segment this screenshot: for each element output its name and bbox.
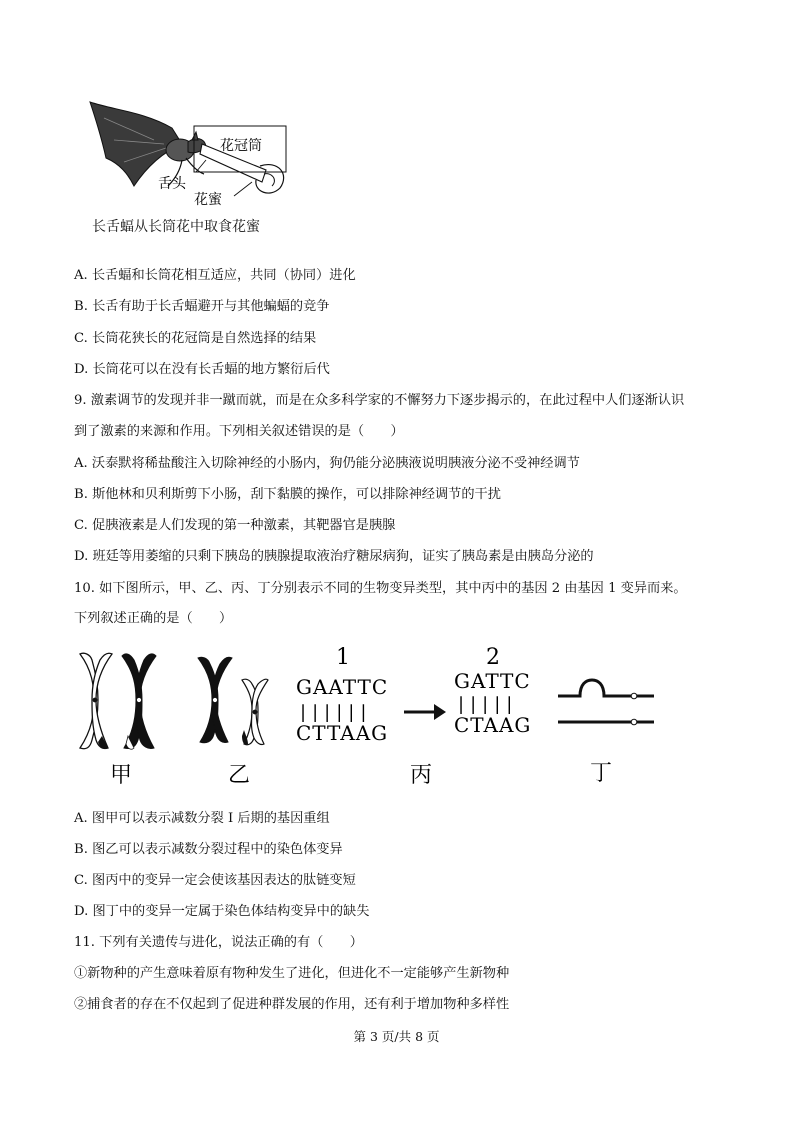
chromosome-pair-yi [198,657,268,745]
q8-option-d: D. 长筒花可以在没有长舌蝠的地方繁衍后代 [74,362,330,377]
label-tongue: 舌头 [158,176,186,192]
q10-option-a: A. 图甲可以表示减数分裂 I 后期的基因重组 [74,811,330,826]
variation-figure [72,640,672,790]
q9-option-d: D. 班廷等用萎缩的只剩下胰岛的胰腺提取液治疗糖尿病狗，证实了胰岛素是由胰岛分泌的 [74,549,594,564]
gene2-top-strand: GATTC [454,669,531,693]
label-nectar: 花蜜 [194,192,222,208]
q10-option-d: D. 图丁中的变异一定属于染色体结构变异中的缺失 [74,904,370,919]
gene2-bottom-strand: CTAAG [454,713,532,737]
q8-option-a: A. 长舌蝠和长筒花相互适应，共同（协同）进化 [74,268,356,283]
figure1-caption: 长舌蝠从长筒花中取食花蜜 [92,219,260,235]
gene2-number: 2 [486,645,500,670]
gene1-bottom-strand: CTTAAG [296,721,389,745]
q9-option-a: A. 沃泰默将稀盐酸注入切除神经的小肠内，狗仍能分泌胰液说明胰液分泌不受神经调节 [74,456,580,471]
q10-stem-line2: 下列叙述正确的是（ ） [74,611,233,626]
gene1-top-strand: GAATTC [296,675,389,699]
label-ding: 丁 [590,761,613,786]
label-tube: 花冠筒 [220,138,262,154]
q10-option-b: B. 图乙可以表示减数分裂过程中的染色体变异 [74,842,343,857]
gene2-bonds: ||||| [458,694,519,715]
q8-option-b: B. 长舌有助于长舌蝠避开与其他蝙蝠的竞争 [74,299,330,314]
mutation-arrow [404,704,446,720]
gene1-number: 1 [336,645,350,670]
q11-item-2: ②捕食者的存在不仅起到了促进种群发展的作用，还有利于增加物种多样性 [74,997,510,1012]
q11-item-1: ①新物种的产生意味着原有物种发生了进化，但进化不一定能够产生新物种 [74,966,510,981]
label-jia: 甲 [110,763,133,788]
gene1-bonds: |||||| [300,702,373,723]
q9-stem-line1: 9. 激素调节的发现并非一蹴而就，而是在众多科学家的不懈努力下逐步揭示的，在此过程中人们逐渐认识 [74,393,685,408]
q9-option-c: C. 促胰液素是人们发现的第一种激素，其靶器官是胰腺 [74,518,396,533]
label-yi: 乙 [228,763,251,788]
q10-option-c: C. 图丙中的变异一定会使该基因表达的肽链变短 [74,873,356,888]
q9-option-b: B. 斯他林和贝利斯剪下小肠，刮下黏膜的操作，可以排除神经调节的干扰 [74,487,501,502]
q9-stem-line2: 到了激素的来源和作用。下列相关叙述错误的是（ ） [74,424,404,439]
q11-stem: 11. 下列有关遗传与进化，说法正确的有（ ） [74,935,363,950]
label-bing: 丙 [410,763,433,788]
page-footer: 第 3 页/共 8 页 [353,1029,440,1044]
chromosome-loop-ding [558,680,654,725]
q10-stem-line1: 10. 如下图所示，甲、乙、丙、丁分别表示不同的生物变异类型，其中丙中的基因 2 由基因 1 变异而来。 [74,581,687,596]
q8-option-c: C. 长筒花狭长的花冠筒是自然选择的结果 [74,331,317,346]
chromosome-pair-jia [80,653,156,749]
bat-flower-figure [84,100,304,212]
